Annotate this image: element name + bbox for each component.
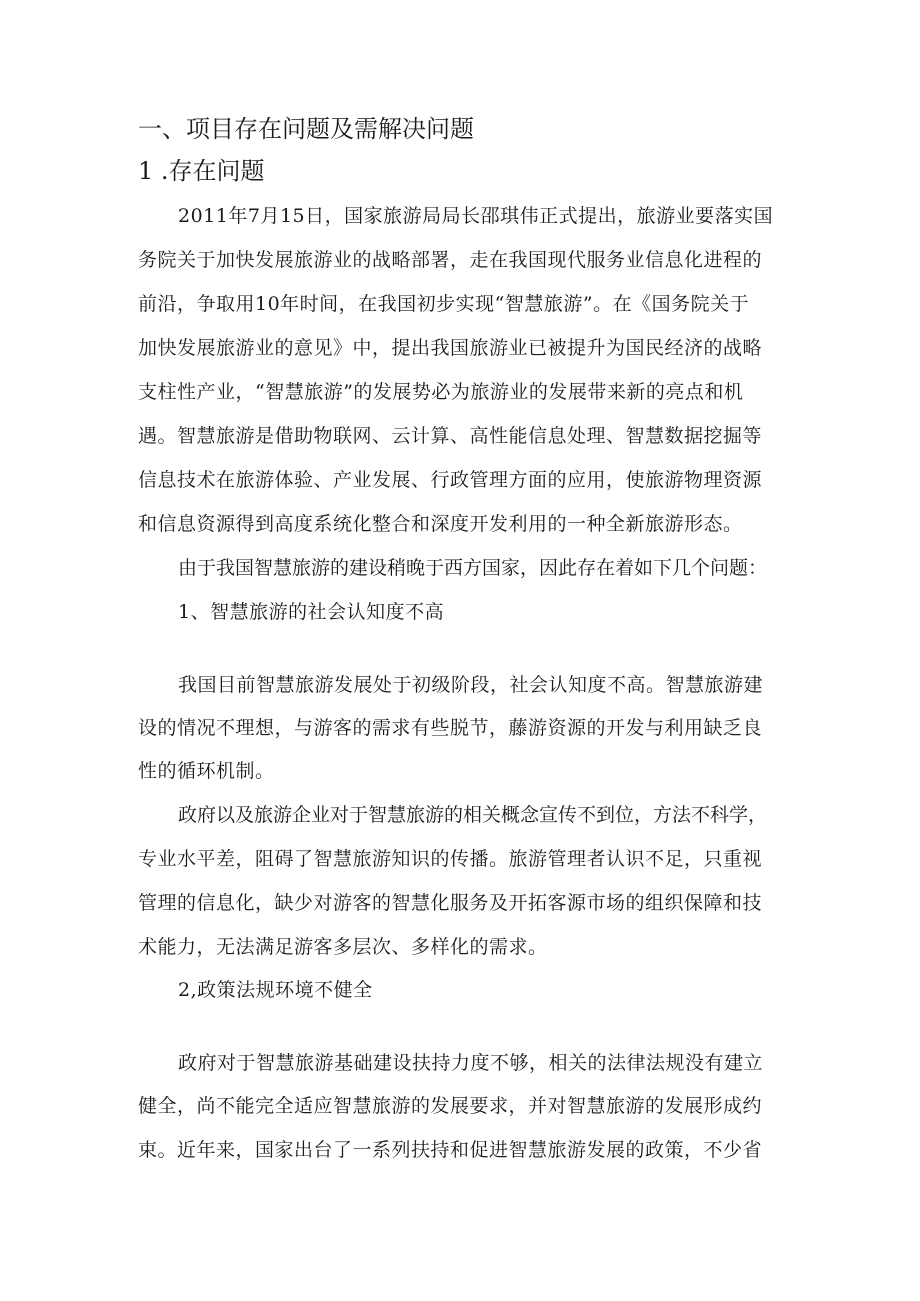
paragraph-line: 遇。智慧旅游是借助物联网、云计算、高性能信息处理、智慧数据挖掘等: [138, 425, 763, 447]
paragraph-line: 管理的信息化，缺少对游客的智慧化服务及开拓客源市场的组织保障和技: [138, 892, 763, 914]
paragraph-line: 术能力，无法满足游客多层次、多样化的需求。: [138, 936, 548, 958]
paragraph-line: 2011年7月15日，国家旅游局局长邵琪伟正式提出，旅游业要落实国: [178, 205, 774, 227]
subsection-heading: 1 .存在问题: [138, 157, 265, 185]
paragraph-line: 我国目前智慧旅游发展处于初级阶段，社会认知度不高。智慧旅游建: [178, 674, 764, 696]
paragraph-line: 加快发展旅游业的意见》中，提出我国旅游业已被提升为国民经济的战略: [138, 337, 763, 359]
paragraph-line: 政府以及旅游企业对于智慧旅游的相关概念宣传不到位，方法不科学，: [178, 804, 768, 826]
list-item-heading: 1、智慧旅游的社会认知度不高: [178, 601, 445, 623]
paragraph-line: 专业水平差，阻碍了智慧旅游知识的传播。旅游管理者认识不足，只重视: [138, 848, 763, 870]
paragraph-line: 务院关于加快发展旅游业的战略部署，走在我国现代服务业信息化进程的: [138, 249, 763, 271]
paragraph-line: 健全，尚不能完全适应智慧旅游的发展要求，并对智慧旅游的发展形成约: [138, 1095, 763, 1117]
paragraph-line: 设的情况不理想，与游客的需求有些脱节，藤游资源的开发与利用缺乏良: [138, 717, 763, 739]
paragraph-line: 性的循环机制。: [138, 760, 275, 782]
paragraph-line: 政府对于智慧旅游基础建设扶持力度不够，相关的法律法规没有建立: [178, 1052, 764, 1074]
paragraph-line: 和信息资源得到高度系统化整合和深度开发利用的一种全新旅游形态。: [138, 513, 743, 535]
paragraph-line: 信息技术在旅游体验、产业发展、行政管理方面的应用，使旅游物理资源: [138, 469, 763, 491]
list-item-heading: 2,政策法规环境不健全: [178, 979, 373, 1001]
paragraph-line: 支柱性产业，“智慧旅游”的发展势必为旅游业的发展带来新的亮点和机: [138, 381, 744, 403]
section-heading: 一、项目存在问题及需解决问题: [138, 115, 474, 143]
paragraph-line: 束。近年来，国家出台了一系列扶持和促进智慧旅游发展的政策，不少省: [138, 1139, 763, 1161]
paragraph-line: 由于我国智慧旅游的建设稍晚于西方国家，因此存在着如下几个问题：: [178, 557, 768, 579]
paragraph-line: 前沿，争取用10年时间，在我国初步实现“智慧旅游”。在《国务院关于: [138, 293, 750, 315]
